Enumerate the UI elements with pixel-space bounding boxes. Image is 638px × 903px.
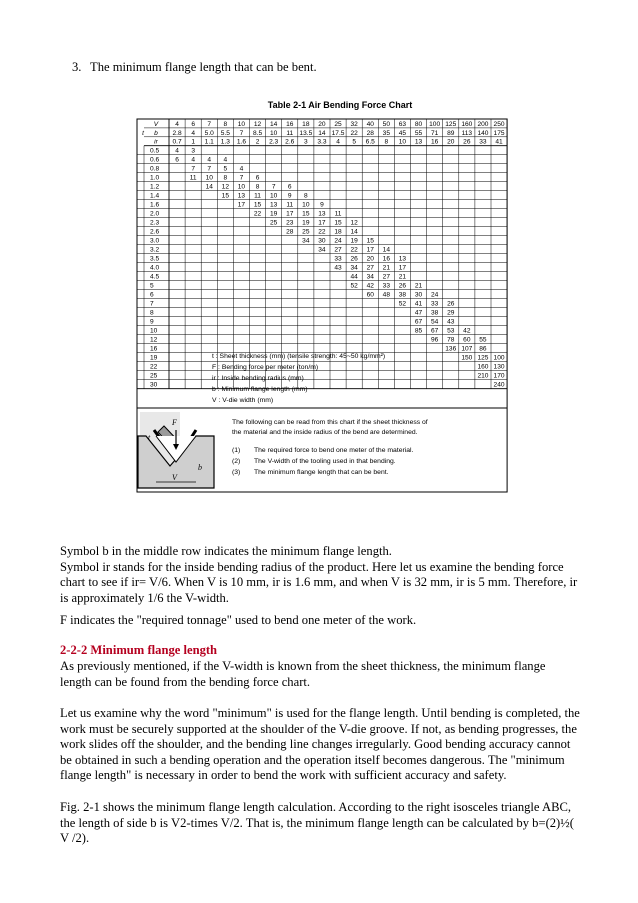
force-value: 33 [334,255,342,263]
ir-value: 1.1 [204,138,214,146]
force-value: 33 [382,282,391,290]
force-value: 15 [221,192,230,200]
force-value: 125 [477,354,489,362]
b-value: 17.5 [331,129,345,137]
force-value: 10 [237,183,246,191]
force-value: 24 [334,237,342,245]
force-value: 24 [430,291,439,299]
force-value: 22 [318,228,326,236]
ir-value: 41 [495,138,503,146]
force-value: 44 [350,273,358,281]
ir-value: 8 [384,138,389,146]
chart-legend [212,353,385,404]
force-value: 17 [286,210,294,218]
paragraph-intro: As previously mentioned, if the V-width is known from the sheet thickness, the minimum flange length can be found from the bending force chart. [60,659,546,689]
force-value: 12 [221,183,230,191]
label-t: t [148,433,151,442]
force-value: 54 [430,318,439,326]
thickness-value: 0.5 [150,147,160,155]
thickness-value: 3.0 [150,237,160,245]
force-value: 14 [350,228,358,236]
thickness-value: 22 [150,363,158,371]
force-value: 14 [382,246,391,254]
force-value: 27 [334,246,342,254]
v-value: 200 [477,120,489,128]
force-value: 27 [382,273,391,281]
legend-line: V : V-die width (mm) [212,397,274,404]
thickness-value: 2.0 [150,210,160,218]
thickness-value: 19 [150,354,158,362]
force-value: 3 [191,147,195,155]
force-value: 67 [430,327,439,335]
force-value: 11 [189,174,197,182]
v-value: 32 [350,120,358,128]
thickness-value: 1.6 [150,201,160,209]
force-value: 55 [479,336,487,344]
bending-diagram [138,412,214,488]
force-value: 21 [398,273,407,281]
v-value: 7 [207,120,212,128]
header-label-ir: ir [154,138,158,146]
paragraph-symbol-b [60,544,580,606]
thickness-value: 1.0 [150,174,160,182]
force-value: 15 [302,210,310,218]
force-value: 34 [366,273,374,281]
paragraph-line: Symbol b in the middle row indicates the minimum flange length. [60,544,392,558]
force-value: 34 [350,264,358,272]
thickness-value: 2.3 [150,219,160,227]
v-value: 50 [382,120,391,128]
force-value: 5 [223,165,228,173]
v-value: 8 [223,120,228,128]
chart-note [232,419,428,476]
force-value: 42 [366,282,374,290]
b-value: 45 [398,129,407,137]
force-value: 15 [334,219,342,227]
thickness-value: 6 [150,291,154,299]
header-label-b: b [154,129,158,137]
force-value: 28 [286,228,294,236]
force-value: 30 [318,237,326,245]
note-number: (3) [232,469,241,476]
note-number: (1) [232,447,241,454]
force-value: 16 [382,255,391,263]
force-value: 10 [205,174,213,182]
b-value: 7 [239,129,244,137]
force-value: 19 [269,210,278,218]
ir-value: 0.7 [172,138,182,146]
header-label-v: V [153,120,159,128]
thickness-value: 0.6 [150,156,160,164]
b-value: 10 [269,129,278,137]
force-value: 26 [350,255,358,263]
force-value: 53 [447,327,455,335]
ir-value: 6.5 [365,138,375,146]
ir-value: 1 [191,138,195,146]
thickness-value: 0.8 [150,165,160,173]
b-value: 14 [318,129,326,137]
thickness-value: 1.2 [150,183,160,191]
ir-value: 33 [479,138,487,146]
force-value: 4 [223,156,228,164]
force-value: 170 [493,372,505,380]
paragraph-text: Symbol ir stands for the inside bending radius of the product. Here let us examine the bending force chart to see if ir= V/6. When V is 10 mm, ir is 1.6 mm, and when V is 32 mm, ir is 5 mm. Therefore, ir is approximately 1/6 the V-width. [60,559,578,605]
v-value: 250 [493,120,505,128]
force-value: 21 [414,282,423,290]
force-value: 13 [269,201,278,209]
b-value: 28 [366,129,374,137]
force-value: 6 [175,156,179,164]
list-item-text: The minimum flange length that can be bent. [90,60,317,74]
ir-value: 2 [255,138,260,146]
ir-value: 13 [414,138,423,146]
note-intro: The following can be read from this chart if the sheet thickness of [232,419,428,426]
paragraph-fig: Fig. 2-1 shows the minimum flange length calculation. According to the right isosceles triangle ABC, the length of side b is V2-times V/2. That is, the minimum flange length can be calculated by b=(2)½( V /2). [60,800,574,846]
force-value: 17 [237,201,246,209]
force-value: 6 [287,183,292,191]
force-value: 48 [382,291,391,299]
v-value: 4 [175,120,179,128]
force-value: 33 [430,300,439,308]
thickness-value: 4.0 [150,264,160,272]
force-value: 9 [287,192,292,200]
thickness-value: 4.5 [150,273,160,281]
force-value: 7 [271,183,276,191]
thickness-value: 8 [150,309,154,317]
ir-value: 1.3 [220,138,230,146]
v-value: 12 [253,120,262,128]
force-value: 4 [175,147,179,155]
v-value: 18 [302,120,310,128]
note-intro: the material and the inside radius of the bend are determined. [232,429,418,436]
ir-value: 3.3 [317,138,327,146]
thickness-value: 2.6 [150,228,160,236]
force-value: 42 [463,327,471,335]
force-value: 38 [398,291,407,299]
force-value: 27 [366,264,374,272]
thickness-value: 3.5 [150,255,160,263]
force-value: 25 [302,228,310,236]
force-value: 8 [223,174,228,182]
v-value: 25 [334,120,342,128]
force-value: 8 [304,192,308,200]
force-value: 34 [318,246,326,254]
force-value: 4 [191,156,195,164]
b-value: 8.5 [252,129,263,137]
v-value: 63 [398,120,407,128]
v-value: 10 [237,120,246,128]
thickness-value: 25 [150,372,158,380]
b-value: 11 [286,129,294,137]
force-value: 19 [350,237,358,245]
thickness-value: 7 [150,300,154,308]
b-value: 4 [191,129,195,137]
note-number: (2) [232,458,241,465]
force-value: 52 [350,282,358,290]
force-value: 26 [398,282,407,290]
legend-line: F : Bending force per meter (ton/m) [212,364,319,371]
v-value: 125 [445,120,457,128]
force-value: 7 [239,174,244,182]
force-value: 4 [239,165,244,173]
force-value: 41 [414,300,423,308]
force-value: 15 [366,237,374,245]
label-V: V [172,473,177,482]
v-value: 100 [429,120,441,128]
force-value: 14 [205,183,213,191]
thickness-value: 30 [150,381,158,389]
thickness-value: 3.2 [150,246,160,254]
ir-value: 4 [336,138,340,146]
force-value: 13 [237,192,246,200]
force-value: 4 [207,156,212,164]
b-value: 2.8 [172,129,182,137]
force-value: 7 [207,165,212,173]
v-value: 6 [191,120,195,128]
force-value: 150 [461,354,473,362]
thickness-value: 1.4 [150,192,160,200]
v-value: 20 [318,120,326,128]
v-value: 16 [286,120,294,128]
force-value: 38 [430,309,439,317]
force-value: 130 [493,363,505,371]
force-value: 10 [302,201,310,209]
paragraph-f: F indicates the "required tonnage" used to bend one meter of the work. [60,613,417,627]
ir-value: 2.3 [269,138,279,146]
force-value: 15 [253,201,262,209]
force-value: 210 [477,372,489,380]
force-value: 34 [302,237,310,245]
force-value: 86 [479,345,487,353]
b-value: 55 [414,129,423,137]
chart-title: Table 2-1 Air Bending Force Chart [267,100,413,110]
legend-line: ir : Inside bending radius (mm) [212,375,304,382]
force-value: 43 [334,264,342,272]
force-value: 52 [398,300,407,308]
b-value: 175 [493,129,505,137]
ir-value: 16 [430,138,439,146]
force-value: 78 [447,336,455,344]
force-value: 29 [447,309,455,317]
thickness-value: 9 [150,318,154,326]
note-text: The minimum flange length that can be bent. [254,469,389,476]
force-value: 17 [366,246,374,254]
force-value: 100 [493,354,505,362]
force-value: 11 [334,210,342,218]
legend-line: b : Minimum flange length (mm) [212,386,308,393]
v-value: 40 [366,120,374,128]
ir-value: 1.6 [236,138,247,146]
section-heading: 2-2-2 Minimum flange length [60,643,218,657]
force-value: 23 [286,219,294,227]
force-value: 25 [269,219,278,227]
force-value: 22 [253,210,262,218]
header-label-t: t [142,129,144,137]
thickness-value: 5 [150,282,154,290]
b-value: 113 [461,129,473,137]
force-value: 12 [350,219,358,227]
force-value: 13 [318,210,326,218]
force-value: 8 [255,183,260,191]
force-value: 22 [350,246,358,254]
note-text: The required force to bend one meter of the material. [254,447,414,454]
thickness-value: 16 [150,345,158,353]
ir-value: 10 [398,138,407,146]
force-value: 17 [318,219,326,227]
paragraph-minimum: Let us examine why the word "minimum" is used for the flange length. Until bending is completed, the work must be securely supported at the shoulder of the V-die groove. If not, as bending progresses, the work slides off the shoulder, and the bending line changes irregularly. Good bending accuracy cannot be obtained in such a bending operation and the operation itself becomes dangerous. The "minimum flange length" is necessary in order to bend the work with sufficient accuracy and safety. [60,706,580,783]
force-value: 43 [447,318,455,326]
force-value: 17 [398,264,407,272]
force-value: 9 [320,201,324,209]
force-value: 18 [334,228,342,236]
b-value: 22 [350,129,358,137]
note-text: The V-width of the tooling used in that bending. [254,458,396,465]
b-value: 5.5 [220,129,230,137]
force-value: 21 [382,264,391,272]
thickness-value: 12 [150,336,158,344]
force-value: 107 [461,345,473,353]
thickness-value: 10 [150,327,158,335]
label-F: F [172,418,177,427]
force-value: 60 [366,291,374,299]
force-value: 136 [445,345,457,353]
force-value: 7 [191,165,195,173]
v-value: 14 [269,120,278,128]
v-value: 160 [461,120,473,128]
force-value: 19 [302,219,310,227]
b-value: 13.5 [299,129,313,137]
force-value: 30 [414,291,423,299]
ir-value: 5 [352,138,356,146]
label-b: b [198,463,202,472]
ir-value: 2.6 [285,138,295,146]
force-value: 47 [414,309,423,317]
force-value: 85 [414,327,423,335]
force-value: 10 [269,192,278,200]
b-value: 89 [447,129,455,137]
force-value: 11 [286,201,294,209]
force-value: 11 [254,192,261,200]
list-number: 3. [72,60,82,74]
force-value: 6 [255,174,260,182]
legend-line: t : Sheet thickness (mm) (tensile strength: 45~50 kg/mm²) [212,353,386,360]
ir-value: 20 [447,138,455,146]
force-value: 60 [463,336,471,344]
force-value: 20 [366,255,374,263]
b-value: 71 [430,129,439,137]
force-value: 96 [430,336,439,344]
force-value: 240 [493,381,505,389]
b-value: 140 [477,129,489,137]
v-value: 80 [414,120,423,128]
b-value: 35 [382,129,391,137]
force-value: 26 [447,300,455,308]
force-value: 13 [398,255,407,263]
force-value: 160 [477,363,489,371]
chart-cells [142,121,505,389]
ir-value: 26 [463,138,471,146]
force-value: 67 [414,318,423,326]
b-value: 5.0 [204,129,214,137]
ir-value: 3 [304,138,308,146]
